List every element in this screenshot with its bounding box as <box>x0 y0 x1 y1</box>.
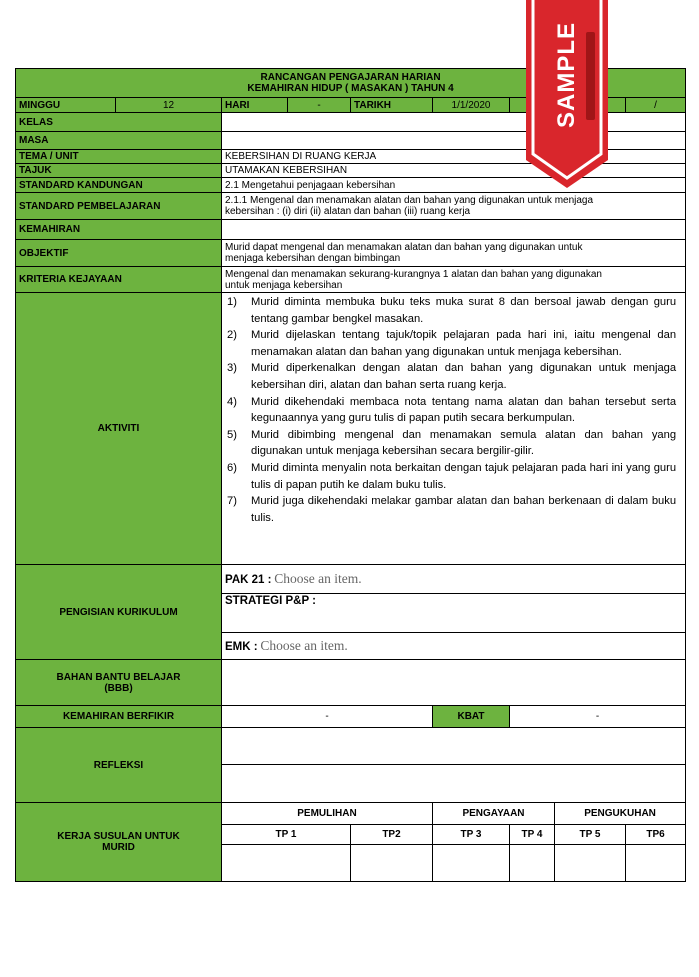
sample-ribbon-label-wrap <box>524 0 610 150</box>
pak21-label: PAK 21 : <box>225 573 272 586</box>
aktiviti-item <box>227 427 676 460</box>
kk-line-2: untuk menjaga kebersihan <box>225 279 343 291</box>
aktiviti-item-number: 7) <box>227 495 237 508</box>
tp4-cell[interactable] <box>510 845 555 882</box>
sk-value[interactable]: 2.1 Mengetahui penjagaan kebersihan <box>222 178 686 193</box>
kbat-value[interactable]: - <box>510 706 686 728</box>
refleksi-value-1[interactable] <box>222 728 686 765</box>
tp6-header: TP6 <box>626 825 686 845</box>
sp-label: STANDARD PEMBELAJARAN <box>16 193 222 220</box>
tema-value[interactable]: KEBERSIHAN DI RUANG KERJA <box>222 150 686 164</box>
aktiviti-item-number: 1) <box>227 296 237 308</box>
minggu-label: MINGGU <box>16 98 116 113</box>
lesson-plan-sheet <box>15 68 685 882</box>
aktiviti-item-text: Murid dikehendaki membaca nota tentang nama alatan dan bahan tersebut serta kegunaannya yang guru tulis di papan putih secara berkumpulan. <box>251 395 677 425</box>
berfikir-label: KEMAHIRAN BERFIKIR <box>16 706 222 728</box>
aktiviti-item-number: 3) <box>227 362 237 375</box>
aktiviti-item-text: Murid diperkenalkan dengan alatan dan bahan yang digunakan untuk menjaga kebersihan diri, alatan dan bahan serta ruang kerja. <box>251 362 677 391</box>
hari-label: HARI <box>222 98 288 113</box>
hari-value[interactable]: - <box>288 98 351 113</box>
aktiviti-item <box>227 493 676 526</box>
tarikh-label: TARIKH <box>351 98 433 113</box>
emk-dropdown[interactable]: Choose an item. <box>260 637 348 653</box>
aktiviti-item-number: 2) <box>227 329 237 342</box>
aktiviti-item-text: Murid dibimbing mengenal dan menamakan semula alatan dan bahan yang digunakan untuk menjaga kebersihan secara bergilir-gilir. <box>251 428 677 458</box>
kurikulum-label: PENGISIAN KURIKULUM <box>16 565 222 660</box>
objektif-label: OBJEKTIF <box>16 240 222 267</box>
kemahiran-label: KEMAHIRAN <box>16 220 222 240</box>
objektif-line-1: Murid dapat mengenal dan menamakan alatan dan bahan yang digunakan untuk <box>225 242 583 253</box>
tajuk-value[interactable]: UTAMAKAN KEBERSIHAN <box>222 164 686 178</box>
tp1-cell[interactable] <box>222 845 351 882</box>
aktiviti-item-text: Murid diminta menyalin nota berkaitan dengan tajuk pelajaran pada hari ini yang guru tulis di papan putih ke dalam buku tulis. <box>251 461 677 491</box>
tp3-cell[interactable] <box>433 845 510 882</box>
plan-title: RANCANGAN PENGAJARAN HARIAN <box>260 72 441 83</box>
sk-label: STANDARD KANDUNGAN <box>16 178 222 193</box>
minggu-value[interactable]: 12 <box>116 98 222 113</box>
kemahiran-value[interactable] <box>222 220 686 240</box>
tp2-header: TP2 <box>351 825 433 845</box>
objektif-value[interactable] <box>222 240 686 267</box>
strategi-label: STRATEGI P&P : <box>225 595 316 607</box>
ribbon-url-strip <box>586 32 595 120</box>
kk-value[interactable] <box>222 267 686 293</box>
tp1-header: TP 1 <box>222 825 351 845</box>
tp5-cell[interactable] <box>555 845 626 882</box>
sp-line-2: kebersihan : (i) diri (ii) alatan dan bahan (iii) ruang kerja <box>225 206 471 217</box>
refleksi-label: REFLEKSI <box>16 728 222 803</box>
pengayaan-header: PENGAYAAN <box>433 803 555 825</box>
aktiviti-label: AKTIVITI <box>16 293 222 565</box>
kk-line-1: Mengenal dan menamakan sekurang-kurangnya 1 alatan dan bahan yang digunakan <box>225 268 602 280</box>
bbb-label <box>16 660 222 706</box>
kk-label: KRITERIA KEJAYAAN <box>16 267 222 293</box>
aktiviti-list <box>225 293 682 528</box>
lesson-plan-table <box>15 68 686 882</box>
refleksi-value-2[interactable] <box>222 765 686 803</box>
aktiviti-item <box>227 327 676 360</box>
berfikir-value[interactable]: - <box>222 706 433 728</box>
tema-label: TEMA / UNIT <box>16 150 222 164</box>
susulan-label-line-2: MURID <box>102 842 135 853</box>
emk-row[interactable] <box>222 633 686 660</box>
strategi-row[interactable] <box>222 594 686 633</box>
kelas-label: KELAS <box>16 113 222 132</box>
masa-label: MASA <box>16 132 222 150</box>
bbb-label-line-2: (BBB) <box>104 682 133 694</box>
sp-line-1: 2.1.1 Mengenal dan menamakan alatan dan bahan yang digunakan untuk menjaga <box>225 195 594 206</box>
tp3-header: TP 3 <box>433 825 510 845</box>
pemulihan-header: PEMULIHAN <box>222 803 433 825</box>
aktiviti-value[interactable] <box>222 293 686 565</box>
masa-value[interactable] <box>222 132 686 150</box>
sample-watermark-text: SAMPLE <box>553 21 581 129</box>
aktiviti-item-text: Murid dijelaskan tentang tajuk/topik pelajaran pada hari ini, iaitu mengenal dan menamakan alatan dan bahan yang digunakan untuk menjaga kebersihan. <box>251 329 677 358</box>
tp2-cell[interactable] <box>351 845 433 882</box>
pak21-row[interactable] <box>222 565 686 594</box>
aktiviti-item <box>227 294 676 327</box>
aktiviti-item <box>227 394 676 427</box>
aktiviti-item-number: 4) <box>227 395 237 408</box>
bbb-value[interactable] <box>222 660 686 706</box>
tp6-cell[interactable] <box>626 845 686 882</box>
bbb-label-line-1: BAHAN BANTU BELAJAR <box>56 671 181 683</box>
plan-subtitle: KEMAHIRAN HIDUP ( MASAKAN ) TAHUN 4 <box>247 83 454 94</box>
tarikh-value[interactable]: 1/1/2020 <box>433 98 510 113</box>
sp-value[interactable] <box>222 193 686 220</box>
aktiviti-item-text: Murid diminta membuka buku teks muka surat 8 dan bersoal jawab dengan guru tentang gambar bengkel masakan. <box>251 296 677 325</box>
susulan-label-line-1: KERJA SUSULAN UNTUK <box>57 831 180 842</box>
aktiviti-item-text: Murid juga dikehendaki melakar gambar alatan dan bahan berkenaan di dalam buku tulis. <box>251 495 677 524</box>
pengukuhan-header: PENGUKUHAN <box>555 803 686 825</box>
emk-label: EMK : <box>225 640 258 653</box>
kelas-value[interactable] <box>222 113 686 132</box>
tajuk-label: TAJUK <box>16 164 222 178</box>
aktiviti-item <box>227 360 676 393</box>
pak21-dropdown[interactable]: Choose an item. <box>274 570 362 586</box>
tp4-header: TP 4 <box>510 825 555 845</box>
aktiviti-item-number: 5) <box>227 428 237 441</box>
objektif-line-2: menjaga kebersihan dengan bimbingan <box>225 253 401 264</box>
susulan-label <box>16 803 222 882</box>
kbat-label: KBAT <box>433 706 510 728</box>
aktiviti-item <box>227 460 676 493</box>
aktiviti-item-number: 6) <box>227 461 237 474</box>
extra-value[interactable]: / <box>626 98 686 113</box>
tp5-header: TP 5 <box>555 825 626 845</box>
